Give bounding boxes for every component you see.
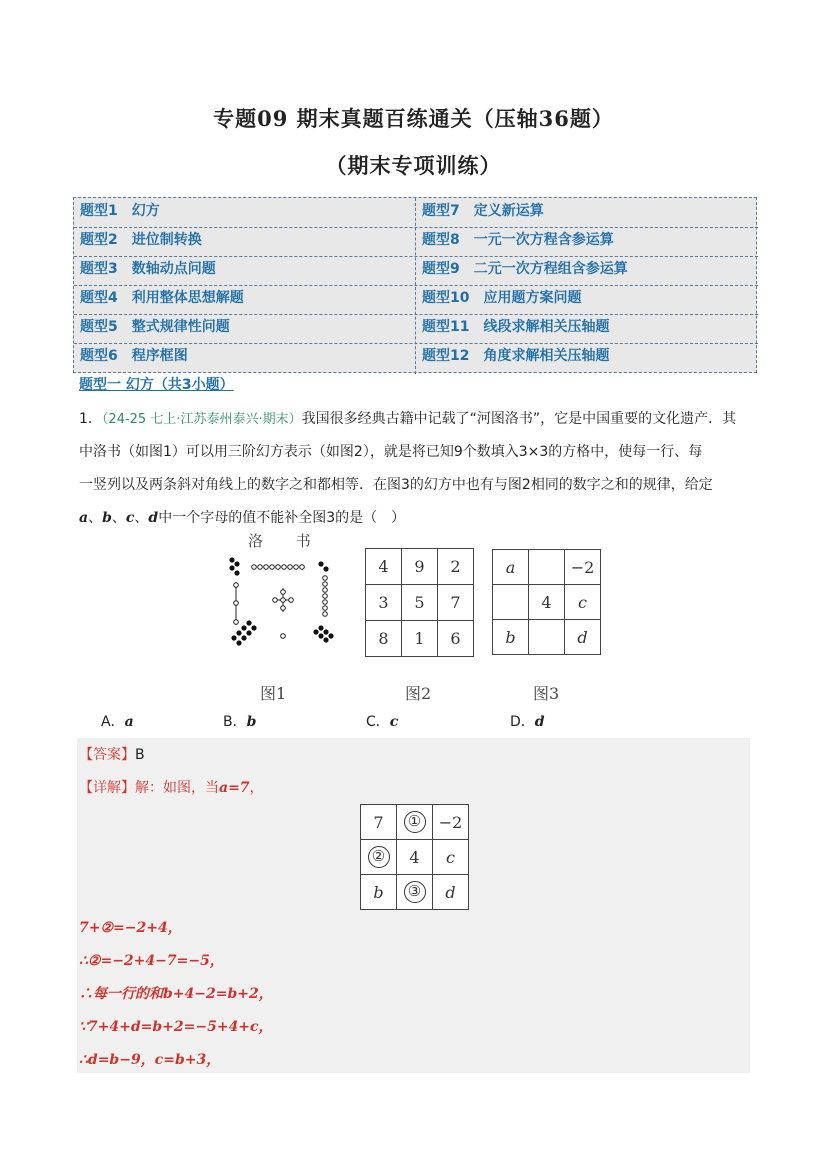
topic-link-5[interactable]: 题型5 整式规律性问题 <box>80 319 230 335</box>
solution-step-5: ∴d=b−9，c=b+3， <box>79 1052 221 1068</box>
page-subtitle: （期末专项训练） <box>325 153 502 178</box>
fig3-cell: a <box>493 550 529 585</box>
luoshu-figure <box>220 530 340 655</box>
fig2-cell: 1 <box>402 621 438 657</box>
topic-link-10[interactable]: 题型10 应用题方案问题 <box>422 290 582 306</box>
fig4-cell: −2 <box>433 805 469 840</box>
fig2-cell: 3 <box>366 585 402 621</box>
question-line-4: a、b、c、d中一个字母的值不能补全图3的是（ ） <box>79 510 406 526</box>
fig3-cell: 4 <box>529 585 565 620</box>
fig4-cell: 4 <box>397 840 433 875</box>
topic-link-6[interactable]: 题型6 程序框图 <box>80 348 188 364</box>
topic-table <box>73 197 757 373</box>
fig3-cell: −2 <box>565 550 601 585</box>
page-title: 专题09 期末真题百练通关（压轴36题） <box>213 106 614 131</box>
magic-square-fig2 <box>365 548 474 657</box>
solution-step-2: ∴②=−2+4−7=−5， <box>79 953 224 969</box>
topic-link-11[interactable]: 题型11 线段求解相关压轴题 <box>422 319 610 335</box>
fig4-cell: d <box>433 875 469 910</box>
topic-link-9[interactable]: 题型9 二元一次方程组含参运算 <box>422 261 628 277</box>
solution-step-1: 7+②=−2+4， <box>79 920 182 936</box>
topic-link-4[interactable]: 题型4 利用整体思想解题 <box>80 290 244 306</box>
solution-step-3: ∴每一行的和b+4−2=b+2， <box>79 986 273 1002</box>
fig4-cell <box>397 875 433 910</box>
topic-link-8[interactable]: 题型8 一元一次方程含参运算 <box>422 232 614 248</box>
fig3-cell: b <box>493 620 529 655</box>
luoshu-dots <box>220 530 340 655</box>
section-heading: 题型一 幻方（共3小题） <box>79 377 234 393</box>
circled-three: ③ <box>404 881 426 903</box>
topic-link-7[interactable]: 题型7 定义新运算 <box>422 203 544 219</box>
fig3-cell <box>493 585 529 620</box>
topic-link-2[interactable]: 题型2 进位制转换 <box>80 232 202 248</box>
topic-link-12[interactable]: 题型12 角度求解相关压轴题 <box>422 348 610 364</box>
circled-two: ② <box>368 846 390 868</box>
fig2-cell: 6 <box>438 621 474 657</box>
fig4-cell: b <box>361 875 397 910</box>
question-line-1: 1．（24-25 七上·江苏泰州泰兴·期末）我国很多经典古籍中记载了“河图洛书”，它是中国重要的文化遗产．其 <box>79 411 737 427</box>
fig2-caption: 图2 <box>405 684 432 703</box>
topic-link-1[interactable]: 题型1 幻方 <box>80 203 160 219</box>
option-c[interactable]: C．c <box>366 714 399 730</box>
fig3-cell: d <box>565 620 601 655</box>
fig1-caption: 图1 <box>260 684 287 703</box>
magic-square-fig3 <box>492 549 601 655</box>
option-a[interactable]: A．a <box>101 714 134 730</box>
circled-one: ① <box>404 811 426 833</box>
fig2-cell: 2 <box>438 549 474 585</box>
fig4-cell <box>361 840 397 875</box>
fig3-cell <box>529 550 565 585</box>
fig4-cell <box>397 805 433 840</box>
question-line-2: 中洛书（如图1）可以用三阶幻方表示（如图2），就是将已知9个数填入3×3的方格中，使每一行、每 <box>79 444 703 460</box>
luoshu-label: 洛 书 <box>248 532 325 550</box>
detail-line: 【详解】解：如图，当a=7， <box>79 780 264 796</box>
fig3-cell <box>529 620 565 655</box>
fig2-cell: 8 <box>366 621 402 657</box>
fig2-cell: 7 <box>438 585 474 621</box>
solution-step-4: ∵7+4+d=b+2=−5+4+c， <box>79 1019 273 1035</box>
fig2-cell: 4 <box>366 549 402 585</box>
fig3-cell: c <box>565 585 601 620</box>
fig2-cell: 5 <box>402 585 438 621</box>
question-line-3: 一竖列以及两条斜对角线上的数字之和都相等．在图3的幻方中也有与图2相同的数字之和的规律，给定 <box>79 477 713 493</box>
magic-square-solution <box>360 804 469 910</box>
question-source: （24-25 七上·江苏泰州泰兴·期末） <box>101 412 302 427</box>
option-b[interactable]: B．b <box>223 714 257 730</box>
fig3-caption: 图3 <box>533 684 560 703</box>
fig2-cell: 9 <box>402 549 438 585</box>
answer-line: 【答案】B <box>79 747 145 763</box>
fig4-cell: 7 <box>361 805 397 840</box>
option-d[interactable]: D．d <box>510 714 545 730</box>
fig4-cell: c <box>433 840 469 875</box>
topic-link-3[interactable]: 题型3 数轴动点问题 <box>80 261 216 277</box>
